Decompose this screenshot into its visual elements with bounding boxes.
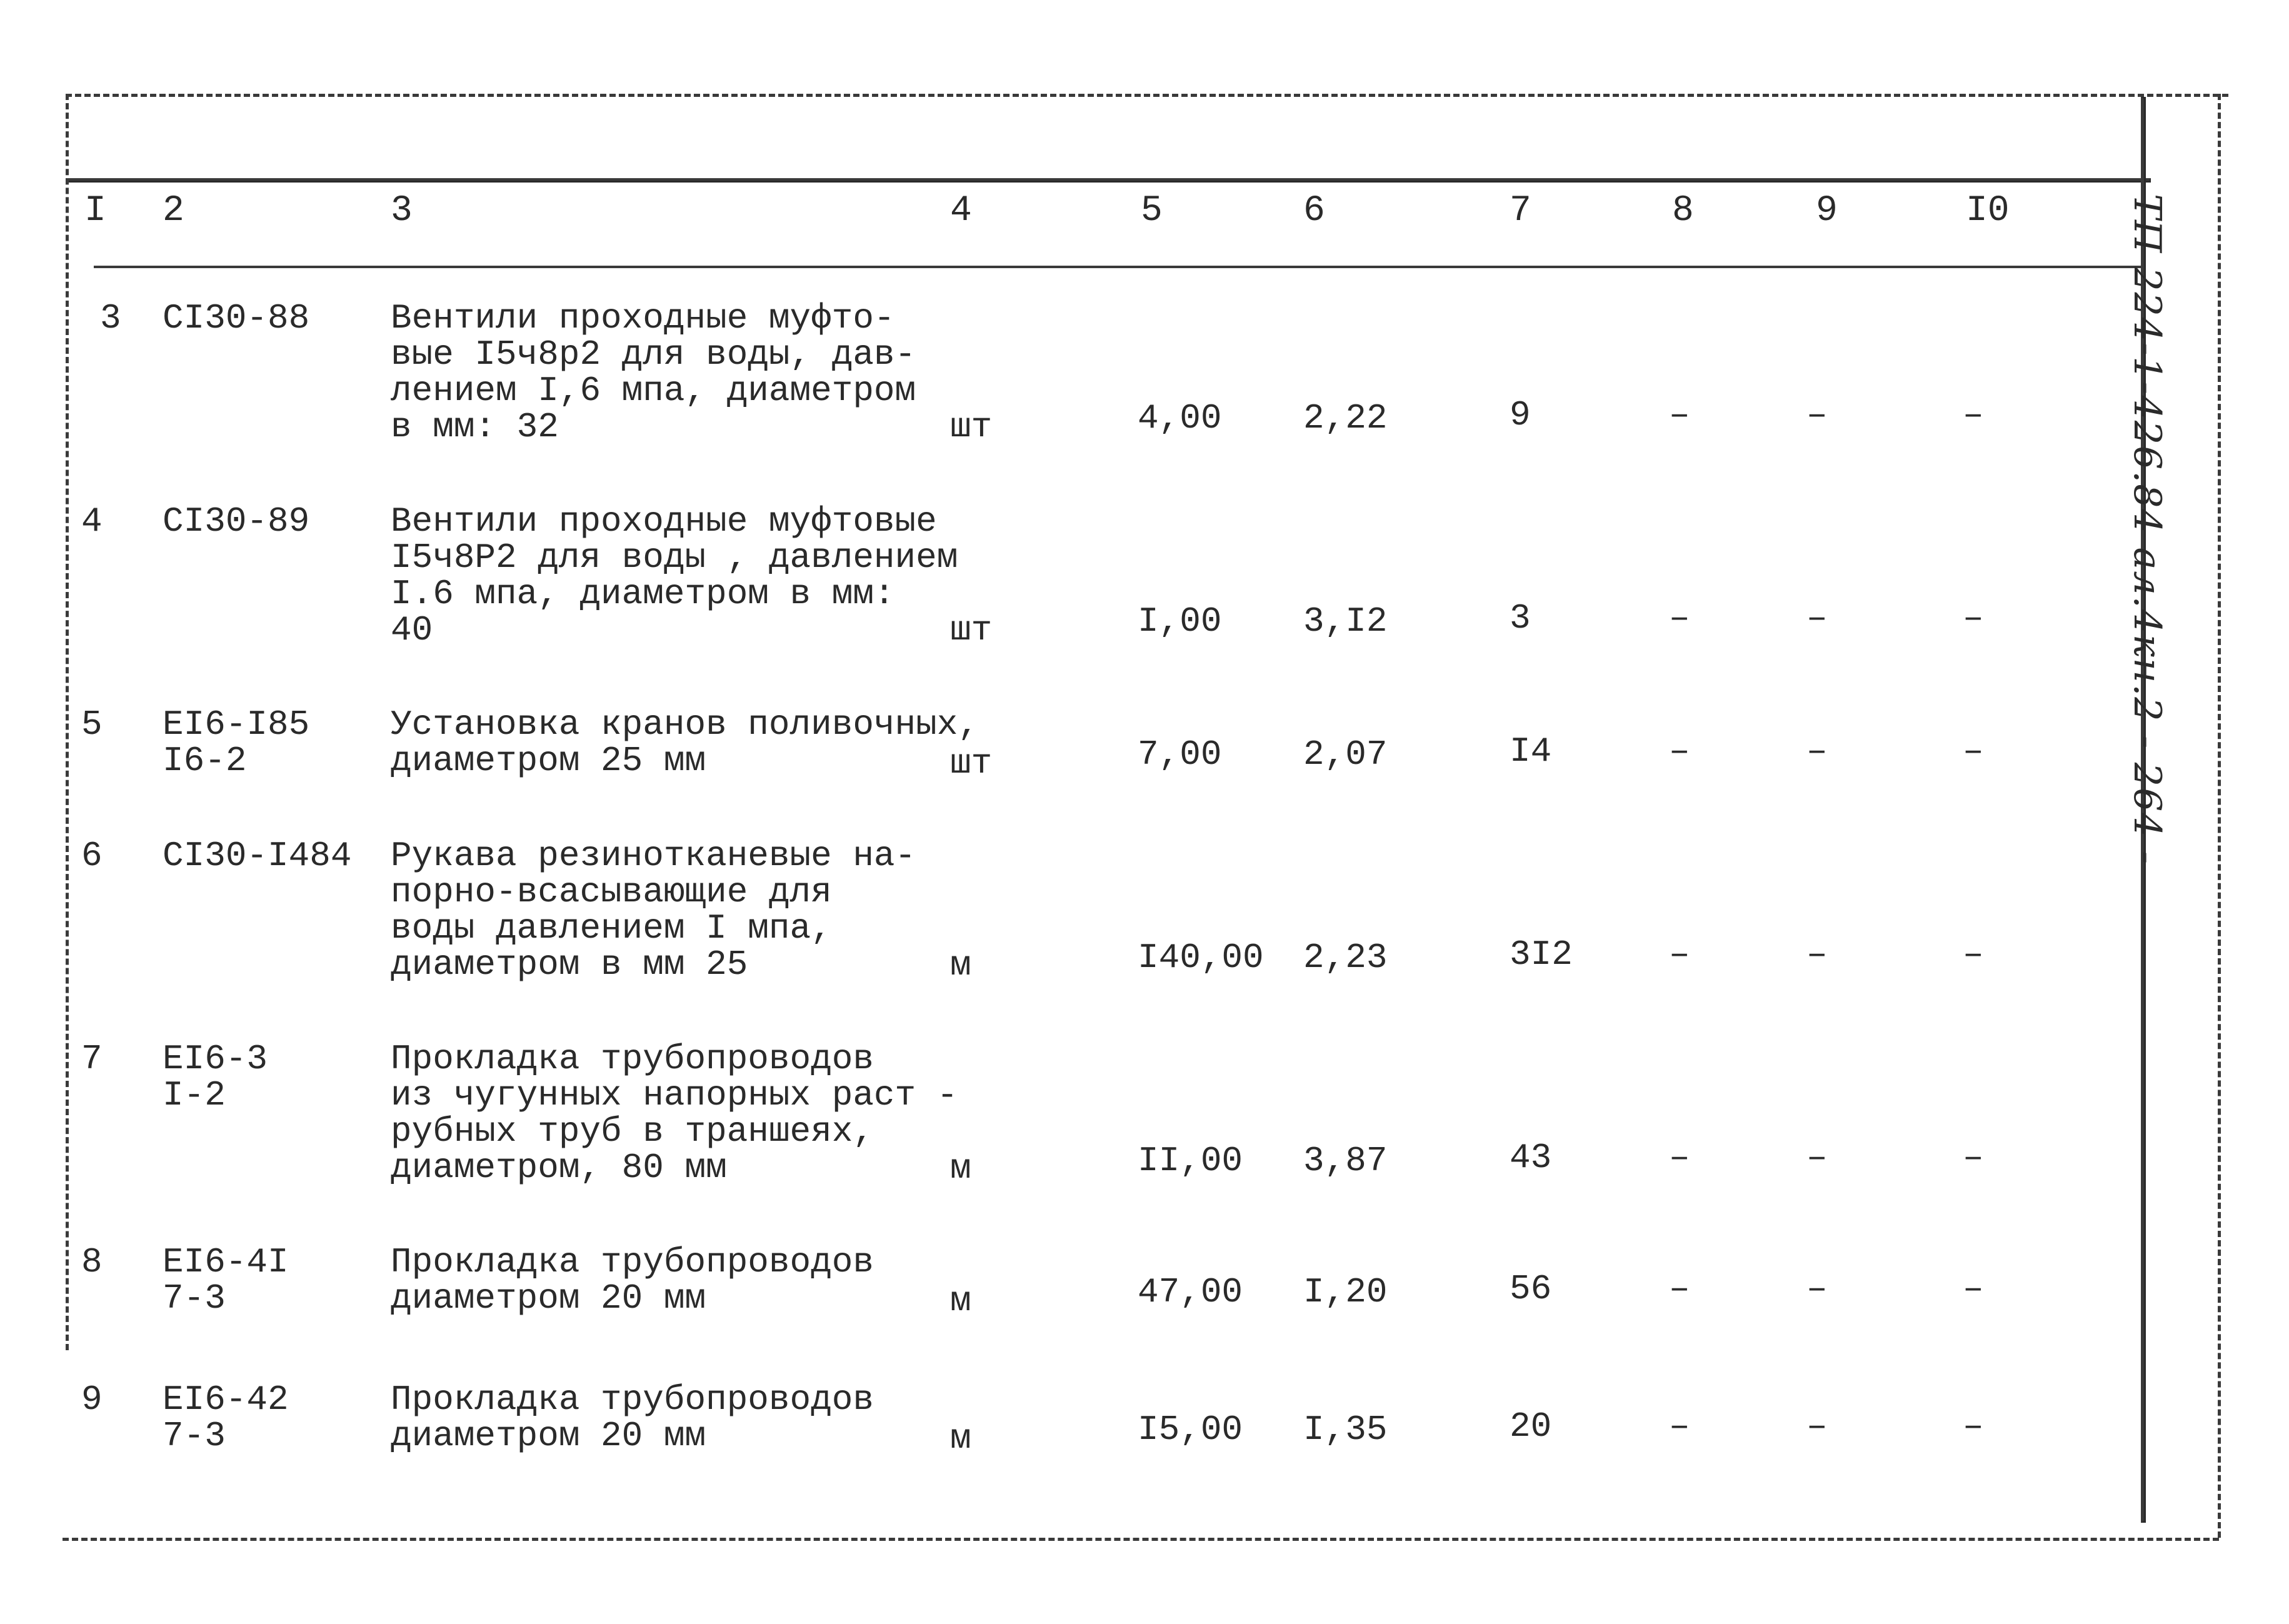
row-col-8: –: [1669, 598, 1690, 638]
row-col-10: –: [1963, 1406, 1984, 1446]
row-total: 56: [1510, 1269, 1552, 1309]
row-price: 3,87: [1303, 1141, 1388, 1181]
row-total: 9: [1510, 395, 1531, 435]
header-bottom-line: [94, 266, 2144, 268]
row-col-10: –: [1963, 731, 1984, 771]
row-col-8: –: [1669, 395, 1690, 435]
row-description: Вентили проходные муфто- вые I5ч8р2 для воды, дав- лением I,6 мпа, диаметром в мм: 32: [391, 298, 916, 447]
row-number: 6: [81, 836, 103, 876]
row-price: 2,07: [1303, 734, 1388, 774]
row-number: 7: [81, 1039, 103, 1079]
col-header-7: 7: [1510, 191, 1531, 231]
row-code: ЕI6-42 7-3: [163, 1380, 289, 1456]
row-col-8: –: [1669, 935, 1690, 975]
header-top-line: [66, 178, 2151, 183]
row-col-9: –: [1806, 598, 1828, 638]
col-header-10: I0: [1966, 191, 2010, 231]
row-col-10: –: [1963, 1138, 1984, 1178]
row-quantity: II,00: [1138, 1141, 1243, 1181]
row-description: Прокладка трубопроводов диаметром 20 мм: [391, 1242, 874, 1318]
row-price: 3,I2: [1303, 601, 1388, 641]
row-total: 20: [1510, 1406, 1552, 1446]
row-number: 3: [100, 298, 121, 338]
row-price: I,20: [1303, 1272, 1388, 1312]
col-header-8: 8: [1672, 191, 1694, 231]
row-col-10: –: [1963, 1269, 1984, 1309]
row-unit: шт: [950, 610, 993, 650]
row-col-9: –: [1806, 395, 1828, 435]
row-col-10: –: [1963, 395, 1984, 435]
frame-top-line: [66, 94, 2228, 97]
row-col-10: –: [1963, 598, 1984, 638]
row-col-9: –: [1806, 1269, 1828, 1309]
row-description: Рукава резинотканевые на- порно-всасывающие для воды давлением I мпа, диаметром в мм 25: [391, 836, 916, 985]
col-header-2: 2: [163, 191, 184, 231]
row-col-8: –: [1669, 1406, 1690, 1446]
row-col-9: –: [1806, 1406, 1828, 1446]
row-number: 8: [81, 1242, 103, 1282]
row-total: 3I2: [1510, 935, 1573, 975]
col-header-5: 5: [1141, 191, 1163, 231]
row-col-8: –: [1669, 731, 1690, 771]
col-header-4: 4: [950, 191, 972, 231]
row-quantity: I,00: [1138, 601, 1222, 641]
row-unit: шт: [950, 407, 993, 447]
row-price: I,35: [1303, 1410, 1388, 1450]
row-col-8: –: [1669, 1138, 1690, 1178]
row-col-9: –: [1806, 731, 1828, 771]
row-quantity: 7,00: [1138, 734, 1222, 774]
row-description: Прокладка трубопроводов из чугунных напорных раст - рубных труб в траншеях, диаметром, 80 мм: [391, 1039, 958, 1188]
row-code: ЕI6-3 I-2: [163, 1039, 268, 1115]
row-total: I4: [1510, 731, 1552, 771]
row-description: Установка кранов поливочных, диаметром 25 мм: [391, 704, 979, 781]
row-unit: м: [950, 1418, 971, 1458]
row-description: Прокладка трубопроводов диаметром 20 мм: [391, 1380, 874, 1456]
row-quantity: I40,00: [1138, 938, 1264, 978]
col-header-3: 3: [391, 191, 413, 231]
row-quantity: I5,00: [1138, 1410, 1243, 1450]
row-unit: м: [950, 945, 971, 985]
row-unit: м: [950, 1148, 971, 1188]
row-total: 43: [1510, 1138, 1552, 1178]
row-unit: м: [950, 1281, 971, 1321]
col-header-9: 9: [1816, 191, 1838, 231]
row-col-9: –: [1806, 1138, 1828, 1178]
frame-right-line: [2218, 94, 2221, 1538]
row-col-10: –: [1963, 935, 1984, 975]
row-price: 2,22: [1303, 398, 1388, 438]
row-code: ЕI6-4I 7-3: [163, 1242, 289, 1318]
row-total: 3: [1510, 598, 1531, 638]
row-number: 5: [81, 704, 103, 744]
row-quantity: 47,00: [1138, 1272, 1243, 1312]
frame-left-line: [66, 94, 69, 1350]
row-number: 9: [81, 1380, 103, 1420]
row-col-8: –: [1669, 1269, 1690, 1309]
col-header-6: 6: [1303, 191, 1325, 231]
col-header-1: I: [84, 191, 106, 231]
frame-bottom-line: [63, 1538, 2219, 1541]
row-code: СI30-I484: [163, 836, 352, 876]
row-code: СI30-89: [163, 501, 310, 541]
row-unit: шт: [950, 743, 993, 783]
row-number: 4: [81, 501, 103, 541]
row-description: Вентили проходные муфтовые I5ч8Р2 для воды , давлением I.6 мпа, диаметром в мм: 40: [391, 501, 958, 650]
side-document-code-text: ТП 224-1-426.84 ал.4кн.2 - 264 -: [2125, 194, 2169, 865]
row-code: СI30-88: [163, 298, 310, 338]
row-col-9: –: [1806, 935, 1828, 975]
row-quantity: 4,00: [1138, 398, 1222, 438]
row-price: 2,23: [1303, 938, 1388, 978]
side-document-code: [2125, 194, 2169, 1006]
row-code: ЕI6-I85 I6-2: [163, 704, 310, 781]
